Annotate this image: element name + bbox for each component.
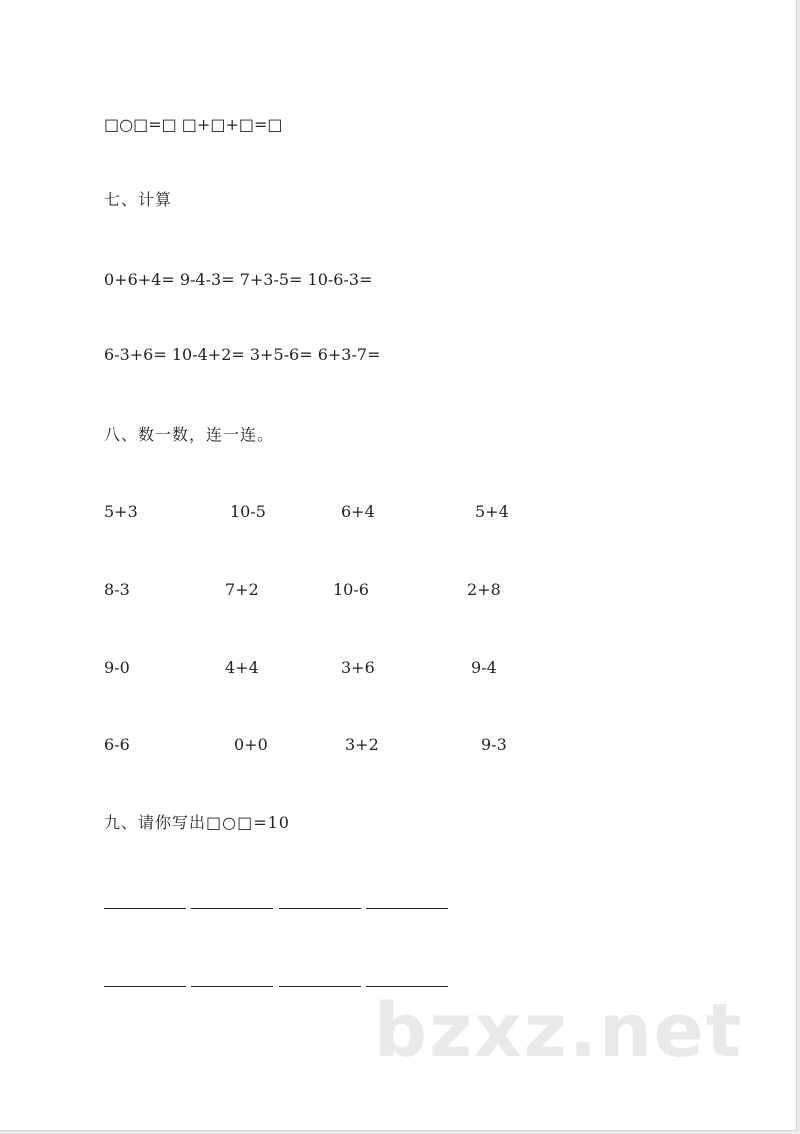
answer-blank[interactable] (104, 986, 186, 987)
answer-blank[interactable] (104, 908, 186, 909)
section-9-heading: 九、请你写出□○□=10 (104, 813, 290, 832)
match-expression: 3+2 (345, 735, 379, 754)
match-expression: 8-3 (104, 580, 130, 599)
calculation-row-2: 6-3+6= 10-4+2= 3+5-6= 6+3-7= (104, 345, 381, 364)
answer-blank[interactable] (191, 986, 273, 987)
match-expression: 5+4 (475, 502, 509, 521)
match-expression: 2+8 (467, 580, 501, 599)
match-expression: 9-3 (481, 735, 507, 754)
section-8-heading: 八、数一数，连一连。 (104, 425, 275, 444)
site-watermark: bzxz.net (374, 988, 744, 1074)
answer-blank[interactable] (279, 908, 361, 909)
match-expression: 7+2 (225, 580, 259, 599)
match-expression: 6-6 (104, 735, 130, 754)
answer-blank[interactable] (366, 908, 448, 909)
match-expression: 6+4 (341, 502, 375, 521)
match-expression: 0+0 (234, 735, 268, 754)
equation-template-line: □○□=□ □+□+□=□ (104, 115, 283, 134)
answer-blank[interactable] (191, 908, 273, 909)
match-expression: 3+6 (341, 658, 375, 677)
section-7-heading: 七、计算 (104, 190, 173, 209)
match-expression: 9-0 (104, 658, 130, 677)
match-expression: 10-5 (230, 502, 266, 521)
answer-blank[interactable] (279, 986, 361, 987)
match-expression: 9-4 (471, 658, 497, 677)
calculation-row-1: 0+6+4= 9-4-3= 7+3-5= 10-6-3= (104, 270, 373, 289)
match-expression: 5+3 (104, 502, 138, 521)
match-expression: 10-6 (333, 580, 369, 599)
match-expression: 4+4 (225, 658, 259, 677)
